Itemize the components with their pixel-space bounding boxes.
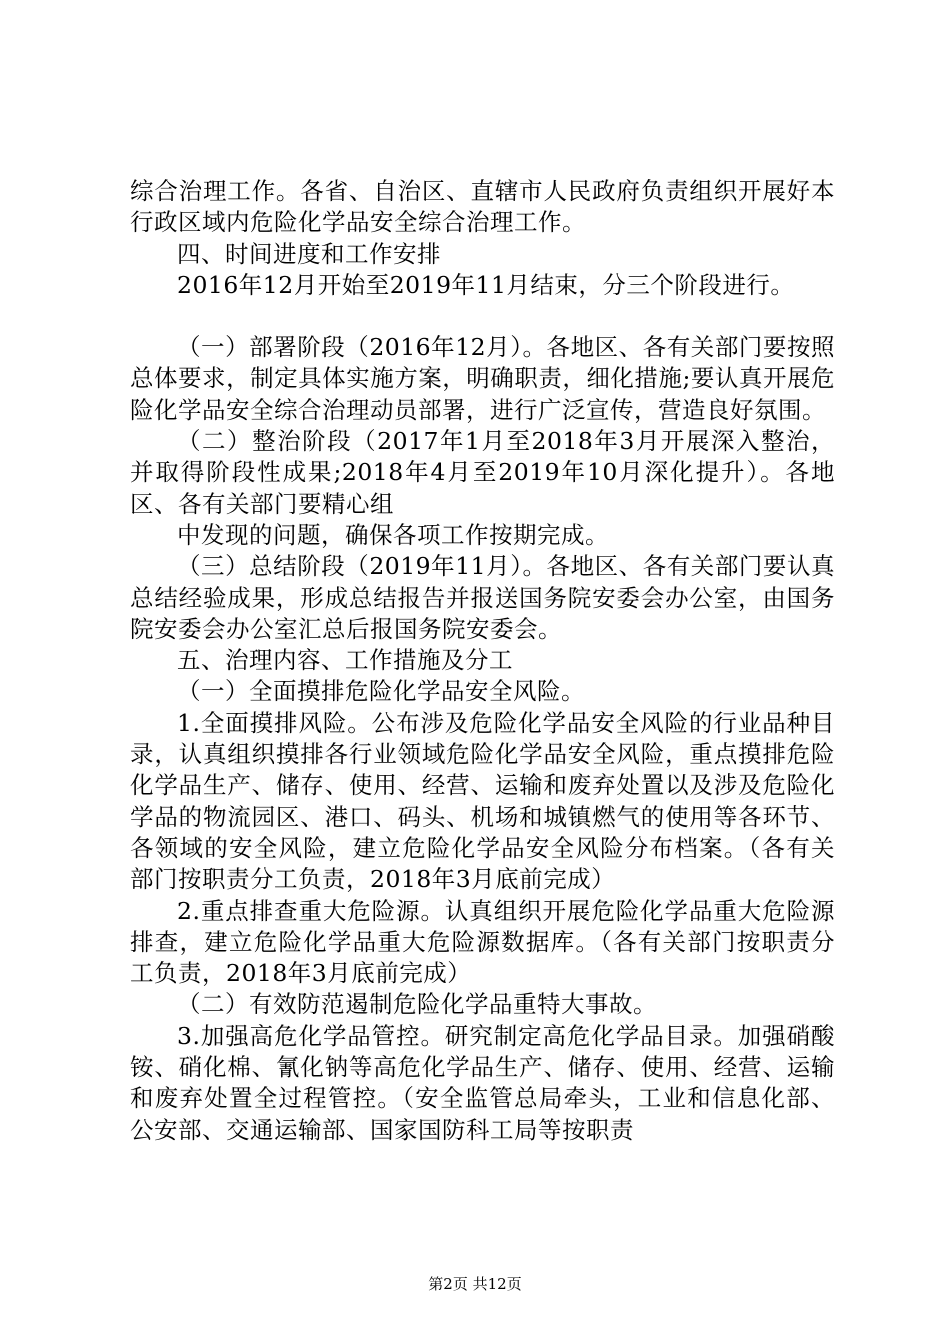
paragraph-gap	[130, 301, 835, 332]
paragraph: 3.加强高危化学品管控。研究制定高危化学品目录。加强硝酸铵、硝化棉、氰化钠等高危化学品生产、储存、使用、经营、运输和废弃处置全过程管控。（安全监管总局牵头，工业和信息化部、公安部、交通运输部、国家国防科工局等按职责	[130, 1021, 835, 1144]
paragraph: 1.全面摸排风险。公布涉及危险化学品安全风险的行业品种目录，认真组织摸排各行业领域危险化学品安全风险，重点摸排危险化学品生产、储存、使用、经营、运输和废弃处置以及涉及危险化学品的物流园区、港口、码头、机场和城镇燃气的使用等各环节、各领域的安全风险，建立危险化学品安全风险分布档案。（各有关部门按职责分工负责，2018年3月底前完成）	[130, 708, 835, 894]
paragraph: 2.重点排查重大危险源。认真组织开展危险化学品重大危险源排查，建立危险化学品重大危险源数据库。（各有关部门按职责分工负责，2018年3月底前完成）	[130, 896, 835, 988]
paragraph: （二）整治阶段（2017年1月至2018年3月开展深入整治，并取得阶段性成果;2018年4月至2019年10月深化提升）。各地区、各有关部门要精心组	[130, 427, 835, 518]
document-body	[130, 176, 835, 1146]
paragraph: 2016年12月开始至2019年11月结束，分三个阶段进行。	[177, 270, 795, 299]
paragraph: （二）有效防范遏制危险化学品重特大事故。	[177, 990, 657, 1019]
page-footer: 第2页 共12页	[428, 1275, 522, 1293]
paragraph: 五、治理内容、工作措施及分工	[177, 646, 513, 675]
paragraph: 综合治理工作。各省、自治区、直辖市人民政府负责组织开展好本行政区域内危险化学品安全综合治理工作。	[130, 177, 835, 237]
paragraph: 四、时间进度和工作安排	[177, 239, 441, 268]
paragraph: 中发现的问题，确保各项工作按期完成。	[177, 520, 609, 549]
paragraph: （一）全面摸排危险化学品安全风险。	[177, 677, 585, 706]
paragraph: （一）部署阶段（2016年12月）。各地区、各有关部门要按照总体要求，制定具体实施方案，明确职责，细化措施;要认真开展危险化学品安全综合治理动员部署，进行广泛宣传，营造良好氛围。	[130, 333, 835, 424]
paragraph: （三）总结阶段（2019年11月）。各地区、各有关部门要认真总结经验成果，形成总结报告并报送国务院安委会办公室，由国务院安委会办公室汇总后报国务院安委会。	[130, 552, 835, 643]
